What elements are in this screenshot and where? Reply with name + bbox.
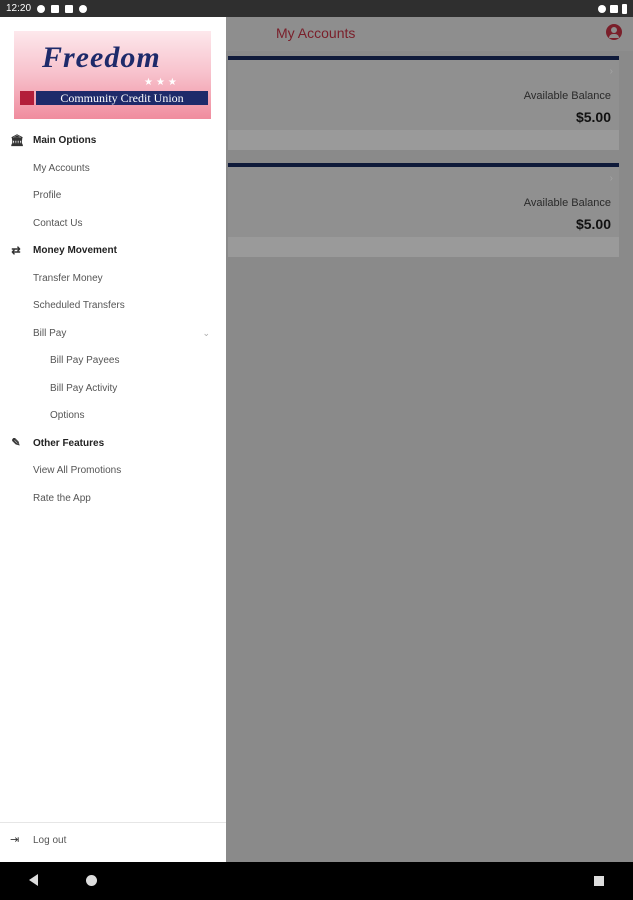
section-title: Other Features	[33, 437, 105, 449]
logout-label: Log out	[33, 835, 67, 846]
menu-item-transfer-money[interactable]	[0, 265, 226, 293]
menu-item-label: Bill Pay	[33, 327, 67, 339]
storage-icon	[65, 5, 73, 13]
menu-item-rate-the-app[interactable]	[0, 485, 226, 513]
account-card[interactable]	[228, 163, 619, 257]
bank-icon: 🏛	[10, 134, 24, 147]
card-accent-bar	[228, 163, 619, 167]
menu-item-view-all-promotions[interactable]	[0, 457, 226, 485]
menu-item-label: Profile	[33, 190, 62, 202]
balance-amount: $5.00	[575, 109, 611, 125]
menu-item-my-accounts[interactable]	[0, 155, 226, 183]
account-card[interactable]	[228, 56, 619, 150]
section-other-features	[0, 430, 226, 458]
menu-item-label: Bill Pay Payees	[50, 355, 120, 367]
menu-item-label: Options	[50, 410, 85, 422]
balance-label: Available Balance	[523, 90, 611, 102]
section-title: Money Movement	[33, 245, 117, 257]
menu-item-label: Bill Pay Activity	[50, 382, 118, 394]
status-time: 12:20	[6, 3, 32, 14]
navigation-drawer	[0, 17, 226, 862]
drawer-menu	[0, 127, 226, 512]
logout-button[interactable]	[0, 829, 226, 853]
chevron-right-icon: ›	[609, 173, 613, 184]
drawer-divider	[0, 822, 226, 823]
menu-item-bill-pay[interactable]	[0, 320, 226, 348]
wifi-icon	[598, 5, 606, 13]
menu-item-bill-pay-activity[interactable]	[0, 375, 226, 403]
signal-icon	[610, 5, 618, 13]
card-footer	[228, 130, 619, 150]
notification-icon	[37, 5, 45, 13]
logout-icon: ⇥	[10, 834, 20, 846]
chevron-right-icon: ›	[609, 66, 613, 77]
logo-stars-icon: ★★★	[144, 77, 180, 88]
info-icon	[79, 5, 87, 13]
balance-label: Available Balance	[523, 197, 611, 209]
screen-title: My Accounts	[276, 25, 356, 41]
menu-item-label: View All Promotions	[33, 465, 122, 477]
recent-apps-icon[interactable]	[594, 876, 604, 886]
transfer-arrows-icon: ⇄	[11, 244, 21, 257]
menu-item-bill-pay-payees[interactable]	[0, 347, 226, 375]
card-accent-bar	[228, 56, 619, 60]
system-nav-bar	[0, 862, 633, 900]
menu-item-options[interactable]	[0, 402, 226, 430]
menu-item-profile[interactable]	[0, 182, 226, 210]
account-icon[interactable]	[606, 24, 622, 40]
sim-icon	[51, 5, 59, 13]
menu-item-label: Transfer Money	[33, 272, 103, 284]
menu-item-label: Rate the App	[33, 492, 91, 504]
menu-item-scheduled-transfers[interactable]	[0, 292, 226, 320]
balance-amount: $5.00	[575, 216, 611, 232]
edit-icon: ✎	[11, 437, 21, 450]
section-main-options	[0, 127, 226, 155]
flag-icon	[20, 91, 34, 105]
battery-icon	[622, 4, 627, 14]
home-icon[interactable]	[86, 875, 97, 886]
section-money-movement	[0, 237, 226, 265]
logo-tagline: Community Credit Union	[36, 91, 208, 105]
menu-item-label: Scheduled Transfers	[33, 300, 125, 312]
chevron-down-icon: ⌄	[202, 327, 210, 338]
menu-item-label: My Accounts	[33, 162, 90, 174]
menu-item-contact-us[interactable]	[0, 210, 226, 238]
logo-name: Freedom	[42, 41, 161, 74]
menu-item-label: Contact Us	[33, 217, 83, 229]
section-title: Main Options	[33, 135, 97, 147]
credit-union-logo	[14, 31, 211, 119]
card-footer	[228, 237, 619, 257]
back-icon[interactable]	[29, 874, 38, 886]
status-bar	[0, 0, 633, 17]
